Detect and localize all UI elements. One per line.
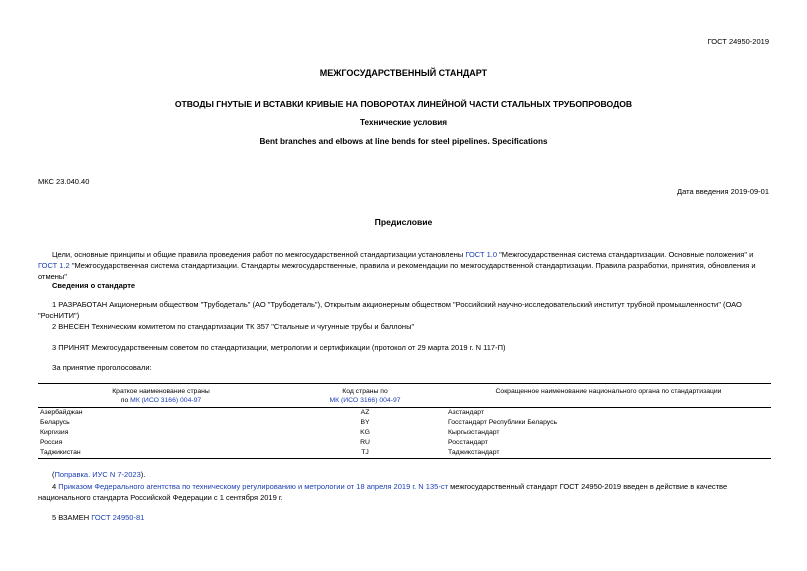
item-5-replaces	[52, 513, 144, 522]
body-cell: Росстандарт	[448, 439, 488, 446]
item-1-developed: 1 РАЗРАБОТАН Акционерным обществом "Трубодеталь" (АО "Трубодеталь"), Открытым акционерным обществом "Российский научно-исследовательский институт трубной промышленности" (ОАО "РосНИТИ")	[38, 300, 742, 320]
preface-text-3: "Межгосударственная система стандартизации. Стандарты межгосударственные, правила и рекомендации по межгосударственной стандартизации. Правила разработки, принятия, обновления и отмены"	[38, 261, 756, 281]
gost-24950-81-link[interactable]: ГОСТ 24950-81	[91, 513, 145, 522]
rosstandart-order-link[interactable]: Приказом Федерального агентства по техническому регулированию и метрологии от 18 апреля 2019 г. N 135-ст	[58, 482, 449, 491]
voted-label: За принятие проголосовали:	[52, 363, 152, 372]
item-4-enacted	[38, 481, 770, 503]
body-cell: Госстандарт Республики Беларусь	[448, 419, 558, 426]
amendment-link[interactable]: Поправка. ИУС N 7-2023	[54, 470, 141, 479]
info-heading: Сведения о стандарте	[52, 281, 136, 290]
country-cell: Киргизия	[40, 429, 69, 436]
table-header-row	[38, 384, 771, 408]
document-title-english: Bent branches and elbows at line bends for steel pipelines. Specifications	[259, 137, 548, 146]
table-row	[38, 408, 771, 419]
item-4-number: 4	[52, 482, 59, 491]
code-cell: RU	[360, 439, 370, 446]
preface-heading: Предисловие	[374, 217, 433, 227]
header-country	[38, 384, 284, 408]
body-cell: Кыргызстандарт	[448, 429, 500, 436]
amendment-open: (	[52, 470, 55, 479]
item-3-adopted: 3 ПРИНЯТ Межгосударственным советом по стандартизации, метрологии и сертификации (протокол от 29 марта 2019 г. N 117-П)	[52, 343, 506, 352]
intro-date: Дата введения 2019-09-01	[677, 187, 769, 196]
gost-1-2-link[interactable]: ГОСТ 1.2	[38, 261, 70, 270]
mks-code: МКС 23.040.40	[38, 177, 90, 186]
country-cell: Таджикистан	[38, 448, 284, 459]
standard-type: МЕЖГОСУДАРСТВЕННЫЙ СТАНДАРТ	[319, 68, 488, 78]
header-country-text: Краткое наименование страны	[112, 388, 210, 395]
mk-iso-link-col1[interactable]: МК (ИСО 3166) 004-97	[130, 397, 202, 404]
voting-table	[38, 383, 771, 459]
table-row	[38, 428, 771, 438]
table-row	[38, 438, 771, 448]
document-title: ОТВОДЫ ГНУТЫЕ И ВСТАВКИ КРИВЫЕ НА ПОВОРОТАХ ЛИНЕЙНОЙ ЧАСТИ СТАЛЬНЫХ ТРУБОПРОВОДОВ	[174, 99, 633, 109]
code-cell: AZ	[360, 409, 370, 416]
gost-1-0-link[interactable]: ГОСТ 1.0	[465, 250, 498, 259]
document-code: ГОСТ 24950-2019	[707, 37, 769, 46]
document-subtitle: Технические условия	[359, 118, 448, 127]
code-cell: BY	[360, 419, 370, 426]
header-code	[284, 384, 446, 408]
item-2-submitted: 2 ВНЕСЕН Техническим комитетом по стандартизации ТК 357 "Стальные и чугунные трубы и баллоны"	[52, 322, 415, 331]
preface-paragraph	[38, 249, 770, 282]
amendment-note	[52, 470, 145, 479]
body-cell: Таджикстандарт	[446, 448, 771, 459]
code-cell: TJ	[284, 448, 446, 459]
body-cell: Азстандарт	[448, 409, 485, 416]
header-code-text: Код страны по	[342, 388, 388, 395]
amendment-close: ).	[140, 470, 146, 479]
preface-text-1: Цели, основные принципы и общие правила проведения работ по межгосударственной стандартизации установлены	[52, 250, 466, 259]
item-4-text: межгосударственный стандарт ГОСТ 24950-2019 введен в действие в качестве национального стандарта Российской Федерации с 1 сентября 2019 г.	[38, 482, 728, 502]
item-5-text: 5 ВЗАМЕН	[52, 513, 92, 522]
mk-iso-link-col2[interactable]: МК (ИСО 3166) 004-97	[329, 397, 401, 404]
country-cell: Беларусь	[40, 419, 70, 426]
code-cell: KG	[360, 429, 370, 436]
table-row	[38, 448, 771, 459]
preface-text-2: "Межгосударственная система стандартизации. Основные положения" и	[497, 250, 754, 259]
header-body: Сокращенное наименование национального органа по стандартизации	[446, 384, 771, 408]
country-cell: Россия	[40, 439, 63, 446]
table-row	[38, 418, 771, 428]
country-cell: Азербайджан	[40, 409, 83, 416]
header-country-pre: по	[120, 397, 131, 404]
